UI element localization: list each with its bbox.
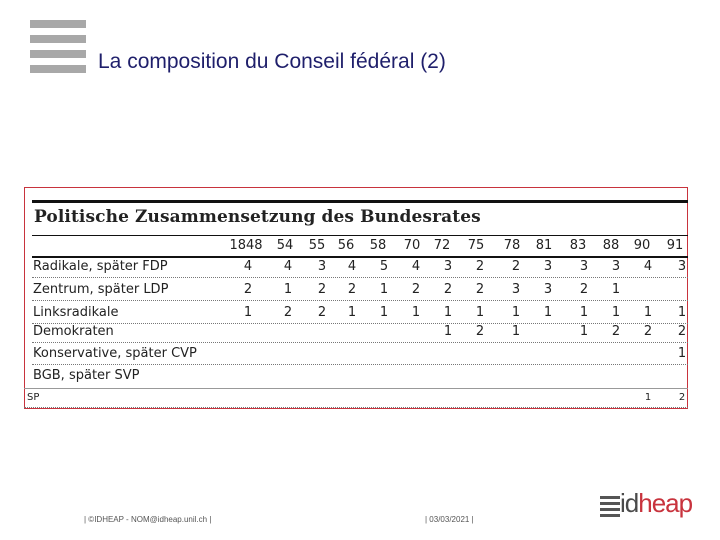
table-cell: 2	[579, 282, 589, 297]
logo-bar	[30, 20, 86, 28]
table-cell: 2	[283, 305, 293, 320]
slide-logo-bars	[30, 20, 86, 80]
table-cell: 3	[677, 259, 687, 274]
row-label: Demokraten	[33, 324, 114, 339]
row-divider	[32, 342, 688, 343]
table-cell: 2	[643, 324, 653, 339]
row-divider	[32, 256, 688, 258]
table-cell: 1	[611, 305, 621, 320]
table-cell: 1	[347, 305, 357, 320]
row-label: Zentrum, später LDP	[33, 282, 169, 297]
row-label: Konservative, später CVP	[33, 346, 197, 361]
table-cell: 3	[611, 259, 621, 274]
table-cell: 1	[579, 305, 589, 320]
table-cell: 3	[543, 282, 553, 297]
row-divider	[32, 277, 688, 278]
table-cell: 2	[411, 282, 421, 297]
table-title: Politische Zusammensetzung des Bundesrates	[34, 207, 481, 227]
table-cell: 2	[677, 324, 687, 339]
logo-bar	[30, 50, 86, 58]
year-header: 56	[337, 238, 355, 253]
idheap-wordmark	[620, 488, 692, 519]
idheap-logo	[600, 488, 700, 522]
table-cell: 2	[475, 282, 485, 297]
year-header: 72	[433, 238, 451, 253]
table-cell: 1	[411, 305, 421, 320]
table-cell: 3	[317, 259, 327, 274]
table-cell: 1	[677, 305, 687, 320]
row-divider	[24, 388, 688, 389]
table-cell: 1	[283, 282, 293, 297]
slide-title: La composition du Conseil fédéral (2)	[98, 50, 446, 73]
table-cell: 1	[579, 324, 589, 339]
table-cell: 1	[379, 282, 389, 297]
table-cell: 4	[283, 259, 293, 274]
table-cell: 2	[443, 282, 453, 297]
table-cell: 3	[543, 259, 553, 274]
table-cell: 1	[677, 346, 687, 361]
table-cell: 4	[243, 259, 253, 274]
table-cell: 4	[643, 259, 653, 274]
table-cell: 2	[678, 392, 686, 403]
row-divider	[24, 407, 688, 408]
table-cell: 1	[643, 305, 653, 320]
logo-bar	[30, 35, 86, 43]
table-top-rule	[32, 200, 688, 203]
footer-date: | 03/03/2021 |	[425, 515, 474, 524]
idheap-wordmark-b: heap	[638, 488, 693, 518]
table-cell: 2	[511, 259, 521, 274]
year-header: 88	[602, 238, 620, 253]
row-label: SP	[27, 392, 40, 403]
row-label: Linksradikale	[33, 305, 119, 320]
table-cell: 1	[243, 305, 253, 320]
year-header: 91	[666, 238, 684, 253]
year-header: 75	[467, 238, 485, 253]
table-cell: 1	[611, 282, 621, 297]
table-cell: 1	[443, 305, 453, 320]
row-label: Radikale, später FDP	[33, 259, 168, 274]
year-header: 54	[276, 238, 294, 253]
year-header: 90	[633, 238, 651, 253]
table-cell: 3	[511, 282, 521, 297]
year-header: 83	[569, 238, 587, 253]
footer-contact: | ©IDHEAP - NOM@idheap.unil.ch |	[84, 515, 212, 524]
year-header: 1848	[229, 238, 263, 253]
year-header: 81	[535, 238, 553, 253]
table-cell: 2	[475, 324, 485, 339]
year-header: 70	[403, 238, 421, 253]
row-label: BGB, später SVP	[33, 368, 140, 383]
table-cell: 1	[543, 305, 553, 320]
idheap-wordmark-a: id	[620, 488, 639, 518]
table-cell: 4	[411, 259, 421, 274]
logo-bar	[30, 65, 86, 73]
table-cell: 2	[317, 282, 327, 297]
table-title-rule	[32, 235, 688, 236]
table-cell: 2	[347, 282, 357, 297]
table-cell: 1	[644, 392, 652, 403]
table-cell: 1	[475, 305, 485, 320]
year-header: 55	[308, 238, 326, 253]
table-cell: 3	[443, 259, 453, 274]
table-cell: 2	[475, 259, 485, 274]
row-divider	[32, 364, 688, 365]
table-cell: 2	[317, 305, 327, 320]
table-cell: 1	[379, 305, 389, 320]
year-header: 58	[369, 238, 387, 253]
table-cell: 1	[511, 324, 521, 339]
table-cell: 3	[579, 259, 589, 274]
idheap-logo-lines	[600, 496, 620, 520]
year-header: 78	[503, 238, 521, 253]
row-divider	[32, 300, 688, 301]
table-cell: 1	[511, 305, 521, 320]
table-cell: 4	[347, 259, 357, 274]
table-cell: 1	[443, 324, 453, 339]
table-cell: 5	[379, 259, 389, 274]
table-cell: 2	[243, 282, 253, 297]
table-cell: 2	[611, 324, 621, 339]
